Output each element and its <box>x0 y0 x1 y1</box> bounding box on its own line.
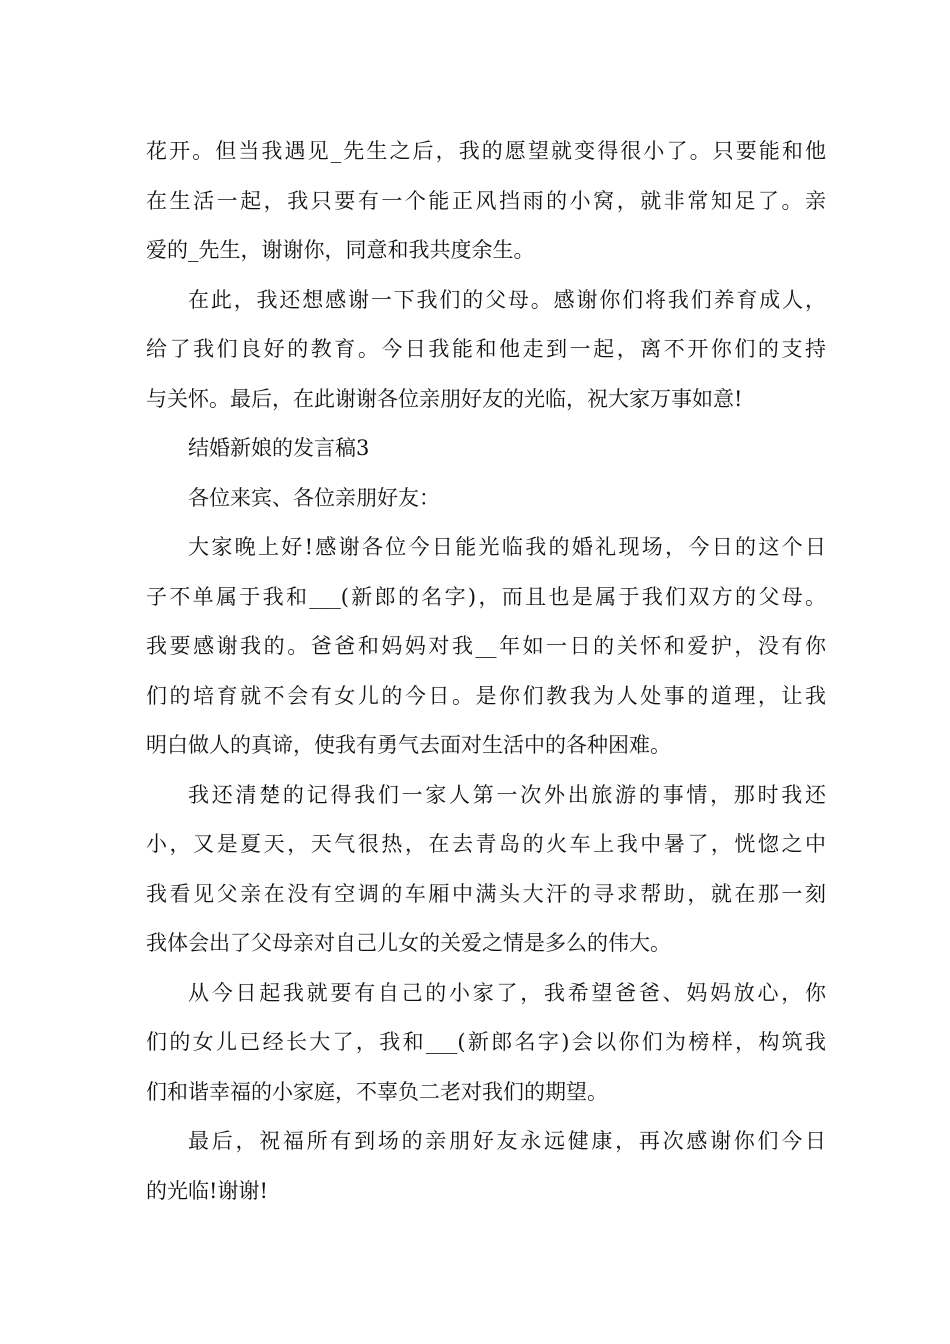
text-line: 我看见父亲在没有空调的车厢中满头大汗的寻求帮助，就在那一刻 <box>146 881 826 906</box>
text-line: 们的培育就不会有女儿的今日。是你们教我为人处事的道理，让我 <box>146 683 826 708</box>
text-line: 们和谐幸福的小家庭，不辜负二老对我们的期望。 <box>146 1079 608 1104</box>
text-line: 最后，祝福所有到场的亲朋好友永远健康，再次感谢你们今日 <box>188 1129 826 1153</box>
text-line: 子不单属于我和___(新郎的名字)，而且也是属于我们双方的父母。 <box>146 584 826 609</box>
paragraph-thanks-parents <box>146 276 826 425</box>
text-line: 在此，我还想感谢一下我们的父母。感谢你们将我们养育成人， <box>188 287 826 312</box>
text-line: 花开。但当我遇见_先生之后，我的愿望就变得很小了。只要能和他 <box>146 139 826 163</box>
text-line: 爱的_先生，谢谢你，同意和我共度余生。 <box>146 238 535 262</box>
section-heading <box>146 424 826 474</box>
salutation-text: 各位来宾、各位亲朋好友： <box>188 485 440 510</box>
text-line: 在生活一起，我只要有一个能正风挡雨的小窝，就非常知足了。亲 <box>146 188 826 213</box>
text-line: 大家晚上好!感谢各位今日能光临我的婚礼现场，今日的这个日 <box>188 535 826 559</box>
text-line: 从今日起我就要有自己的小家了，我希望爸爸、妈妈放心，你 <box>188 980 826 1005</box>
paragraph-greeting <box>146 523 826 771</box>
document-body <box>146 127 826 1216</box>
heading-text: 结婚新娘的发言稿3 <box>188 436 370 460</box>
paragraph-memory <box>146 771 826 969</box>
paragraph-closing <box>146 1117 826 1216</box>
text-line: 明白做人的真谛，使我有勇气去面对生活中的各种困难。 <box>146 733 671 757</box>
text-line: 与关怀。最后，在此谢谢各位亲朋好友的光临，祝大家万事如意! <box>146 386 743 411</box>
text-line: 小，又是夏天，天气很热，在去青岛的火车上我中暑了，恍惚之中 <box>146 832 826 856</box>
paragraph-wish <box>146 127 826 276</box>
text-line: 我还清楚的记得我们一家人第一次外出旅游的事情，那时我还 <box>188 782 826 807</box>
text-line: 我要感谢我的。爸爸和妈妈对我__年如一日的关怀和爱护，没有你 <box>146 634 826 658</box>
text-line: 我体会出了父母亲对自己儿女的关爱之情是多么的伟大。 <box>146 931 671 955</box>
text-line: 给了我们良好的教育。今日我能和他走到一起，离不开你们的支持 <box>146 337 826 361</box>
salutation <box>146 474 826 524</box>
paragraph-new-family <box>146 969 826 1118</box>
text-line: 的光临!谢谢! <box>146 1178 268 1203</box>
text-line: 们的女儿已经长大了，我和___(新郎名字)会以你们为榜样，构筑我 <box>146 1030 826 1054</box>
